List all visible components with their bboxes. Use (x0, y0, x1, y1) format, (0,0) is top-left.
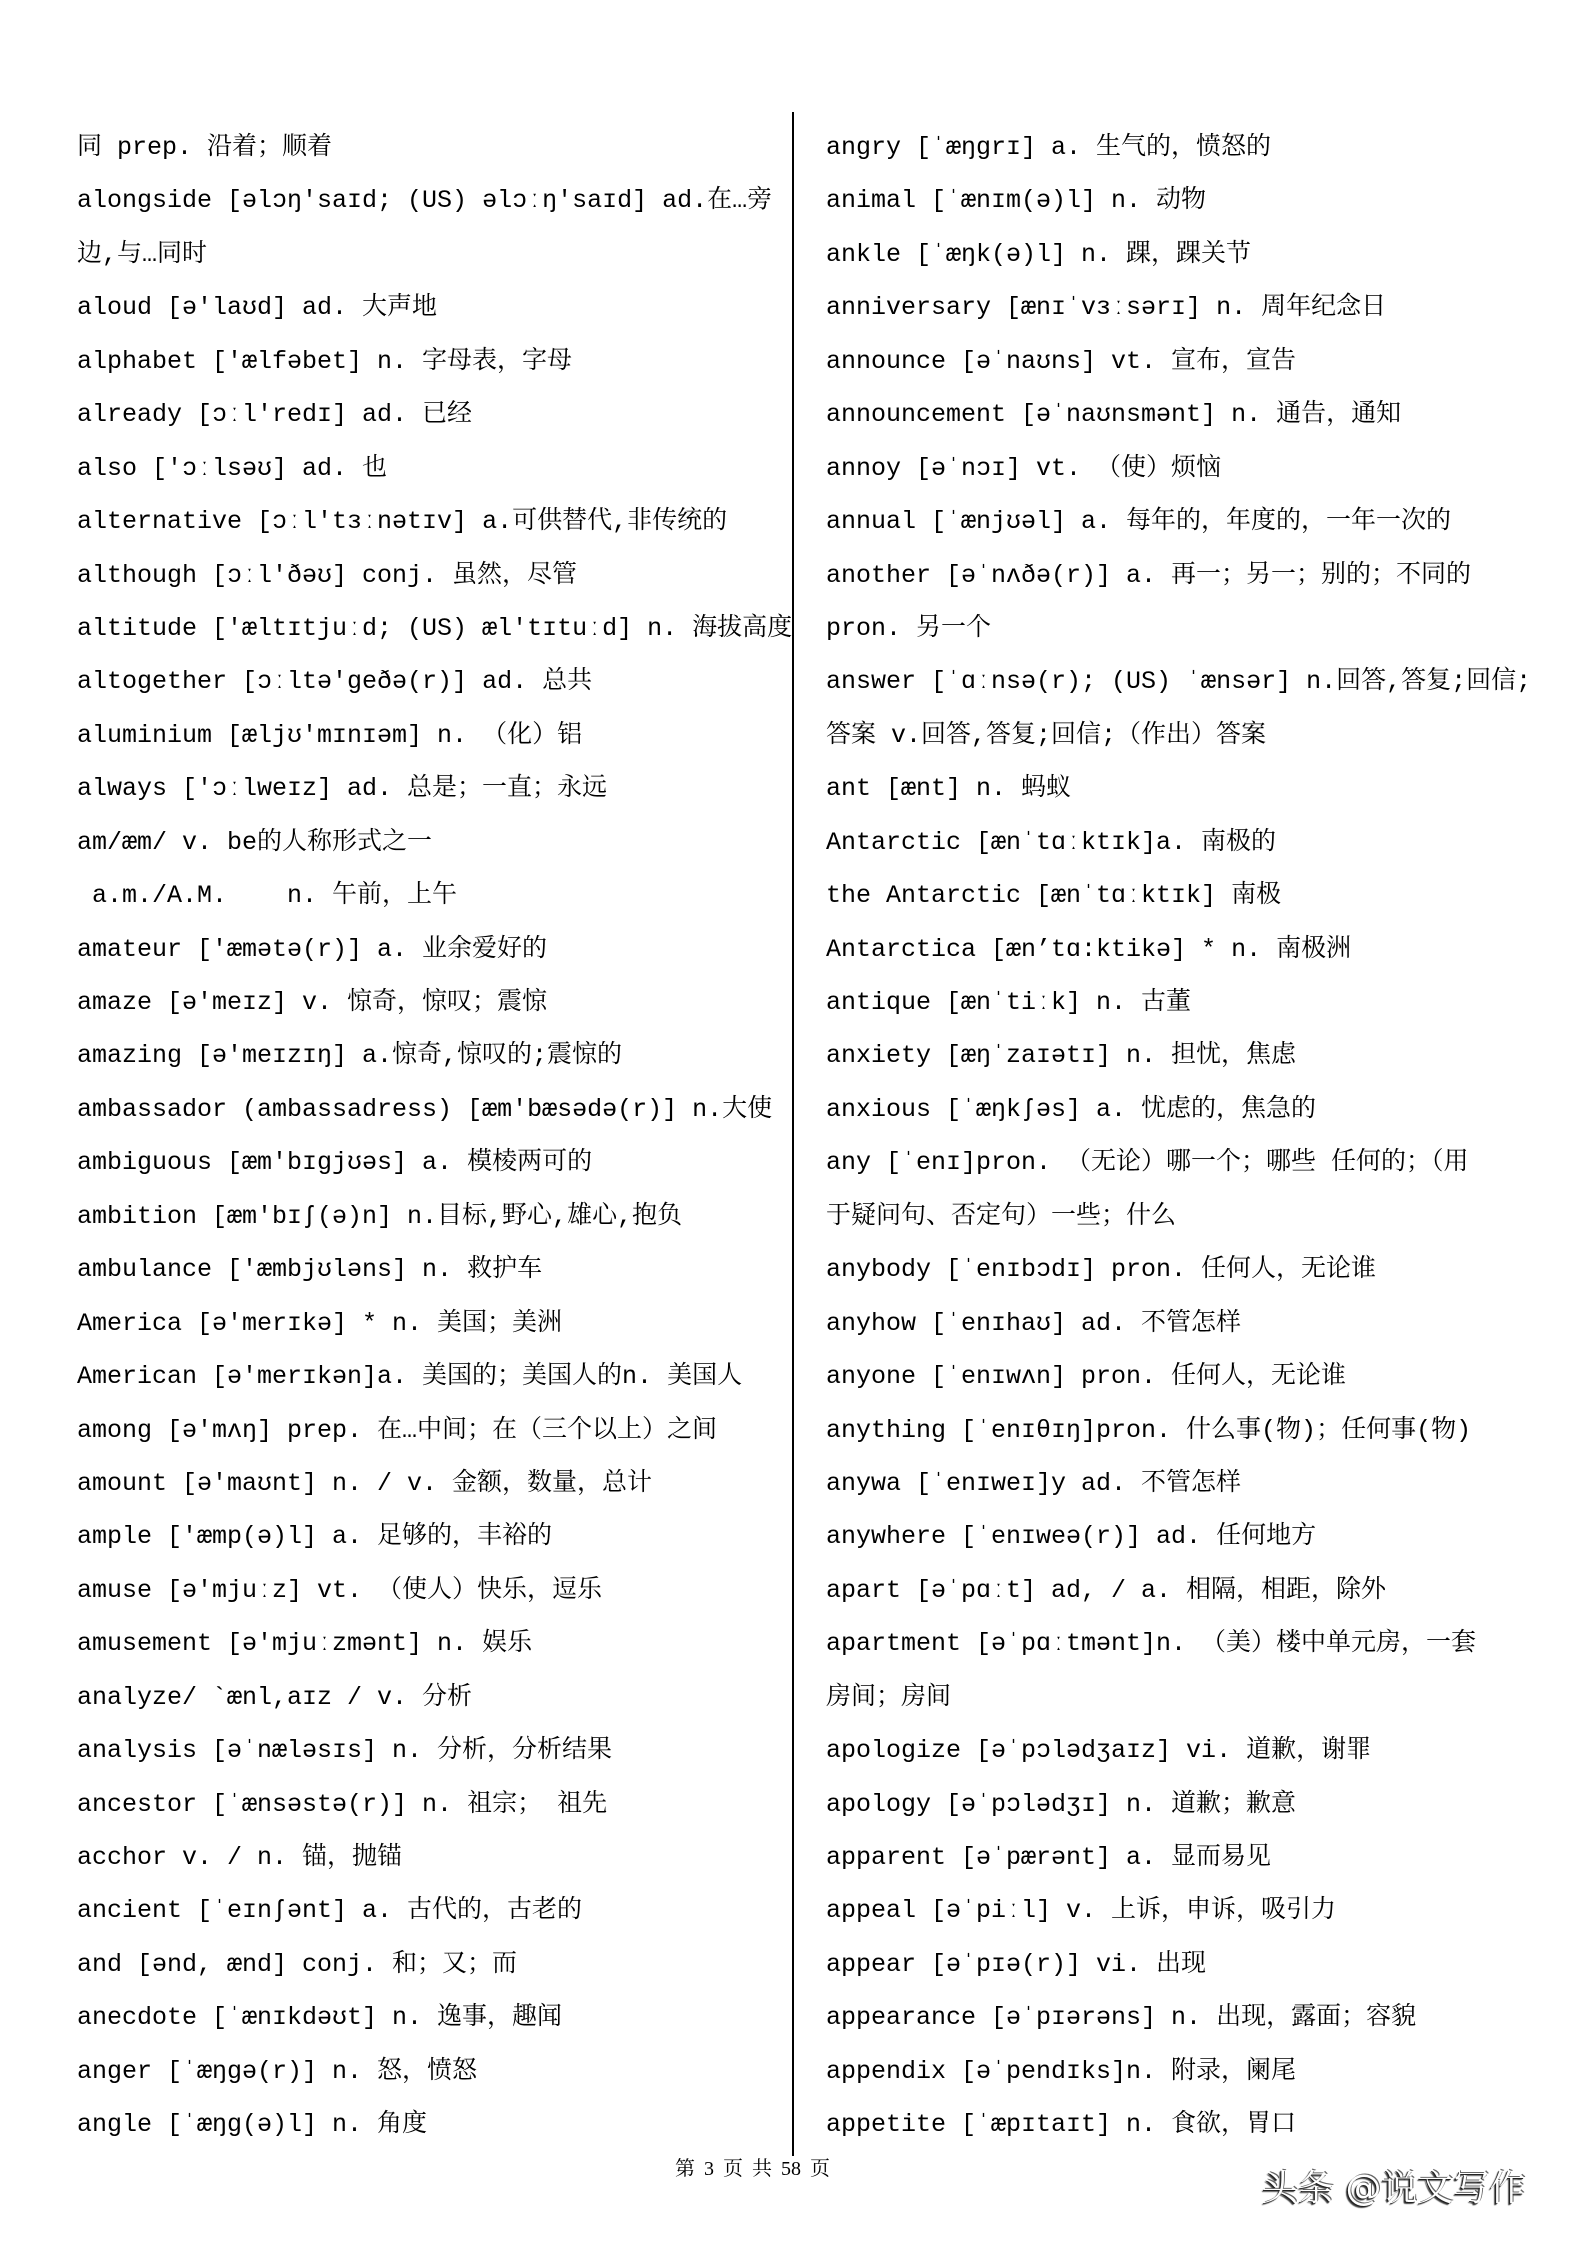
entry-line: ample ['æmp(ə)l] a. 足够的，丰裕的 (77, 1522, 553, 1552)
entry-line: antique [ænˈtiːk] n. 古董 (826, 988, 1192, 1017)
entry-line: appearance [əˈpɪərəns] n. 出现，露面；容貌 (826, 2003, 1417, 2033)
entry-line: animal [ˈænɪm(ə)l] n. 动物 (826, 186, 1207, 216)
entry-line: 于疑问句、否定句）一些；什么 (826, 1201, 1177, 1231)
entry-line: apartment [əˈpɑːtmənt]n. （美）楼中单元房，一套 (826, 1629, 1477, 1659)
entry-line: anniversary [ænɪˈvɜːsərɪ] n. 周年纪念日 (826, 293, 1387, 323)
entry-line: ancient [ˈeɪnʃənt] a. 古代的，古老的 (77, 1896, 583, 1926)
entry-line: apology [əˈpɔlədʒɪ] n. 道歉；歉意 (826, 1789, 1297, 1819)
entry-line: amusement [ə'mjuːzmənt] n. 娱乐 (77, 1629, 533, 1659)
entry-line: Antarctica [æn’tɑ:ktikə] * n. 南极洲 (826, 934, 1352, 964)
entry-line: appeal [əˈpiːl] v. 上诉，申诉，吸引力 (826, 1896, 1337, 1926)
entry-line: pron. 另一个 (826, 613, 992, 643)
entry-line: already [ɔːl'redɪ] ad. 已经 (77, 400, 473, 430)
entry-line: a.m./A.M. n. 午前，上午 (77, 881, 458, 911)
entry-line: 房间；房间 (826, 1682, 952, 1712)
entry-line: ambassador (ambassadress) [æm'bæsədə(r)] n.大使 (77, 1094, 773, 1124)
entry-line: acchor v. / n. 锚，抛锚 (77, 1843, 403, 1872)
entry-line: altitude ['æltɪtjuːd; (US) æl'tɪtuːd] n. 海拔高度 (77, 613, 793, 643)
entry-line: anywa [ˈenɪweɪ]y ad. 不管怎样 (826, 1468, 1242, 1498)
entry-line: any [ˈenɪ]pron. （无论）哪一个；哪些 任何的；（用 (826, 1148, 1469, 1178)
entry-line: although [ɔːl'ðəʊ] conj. 虽然，尽管 (77, 560, 578, 590)
entry-line: appendix [əˈpendɪks]n. 附录，阑尾 (826, 2056, 1297, 2086)
entry-line: anecdote [ˈænɪkdəʊt] n. 逸事，趣闻 (77, 2003, 563, 2033)
entry-line: anger [ˈæŋgə(r)] n. 怒，愤怒 (77, 2056, 478, 2086)
entry-line: announcement [əˈnaʊnsmənt] n. 通告，通知 (826, 400, 1402, 430)
entry-line: ambulance ['æmbjʊləns] n. 救护车 (77, 1255, 543, 1285)
entry-line: amount [ə'maʊnt] n. / v. 金额，数量，总计 (77, 1468, 653, 1498)
column-divider (792, 112, 794, 2156)
entry-line: appetite [ˈæpɪtaɪt] n. 食欲，胃口 (826, 2110, 1297, 2140)
entry-line: am/æm/ v. be的人称形式之一 (77, 827, 433, 857)
entry-line: anyhow [ˈenɪhaʊ] ad. 不管怎样 (826, 1308, 1242, 1338)
entry-line: anywhere [ˈenɪweə(r)] ad. 任何地方 (826, 1522, 1317, 1552)
page-number-footer: 第 3 页 共 58 页 (675, 2158, 830, 2180)
left-column (77, 121, 793, 2152)
entry-line: alphabet ['ælfəbet] n. 字母表，字母 (77, 346, 573, 376)
entry-line: annual [ˈænjʊəl] a. 每年的，年度的，一年一次的 (826, 507, 1452, 537)
entry-line: alongside [əlɔŋ'saɪd; (US) əlɔːŋ'saɪd] ad.在…旁 (77, 186, 773, 216)
entry-line: also ['ɔːlsəʊ] ad. 也 (77, 453, 388, 483)
entry-line: amazing [ə'meɪzɪŋ] a.惊奇,惊叹的;震惊的 (77, 1041, 623, 1071)
watermark: 头条 @说文写作 (1262, 2168, 1526, 2209)
entry-line: anxiety [æŋˈzaɪətɪ] n. 担忧，焦虑 (826, 1041, 1297, 1071)
entry-line: 同 prep. 沿着；顺着 (77, 133, 333, 162)
entry-line: the Antarctic [ænˈtɑːktɪk] 南极 (826, 881, 1282, 911)
entry-line: answer [ˈɑːnsə(r); (US) ˈænsər] n.回答,答复;回信; (826, 667, 1532, 697)
entry-line: apologize [əˈpɔlədʒaɪz] vi. 道歉，谢罪 (826, 1736, 1372, 1766)
entry-line: aloud [ə'laʊd] ad. 大声地 (77, 293, 438, 323)
entry-line: analyze/ `ænl,aɪz / v. 分析 (77, 1682, 473, 1712)
entry-line: ankle [ˈæŋk(ə)l] n. 踝，踝关节 (826, 239, 1252, 269)
entry-line: announce [əˈnaʊns] vt. 宣布，宣告 (826, 346, 1297, 376)
entry-line: ant [ænt] n. 蚂蚁 (826, 774, 1072, 804)
entry-line: and [ənd, ænd] conj. 和；又；而 (77, 1949, 518, 1979)
entry-line: analysis [əˈnæləsɪs] n. 分析，分析结果 (77, 1736, 613, 1766)
entry-line: always ['ɔːlweɪz] ad. 总是；一直；永远 (77, 774, 608, 804)
entry-line: another [əˈnʌðə(r)] a. 再一；另一；别的；不同的 (826, 560, 1472, 590)
entry-line: anything [ˈenɪθɪŋ]pron. 什么事(物)；任何事(物) (826, 1415, 1472, 1445)
entry-line: amuse [ə'mjuːz] vt. （使人）快乐，逗乐 (77, 1575, 603, 1605)
entry-line: apparent [əˈpærənt] a. 显而易见 (826, 1843, 1272, 1872)
entry-line: American [ə'merɪkən]a. 美国的；美国人的n. 美国人 (77, 1362, 743, 1392)
entry-line: America [ə'merɪkə] * n. 美国；美洲 (77, 1308, 563, 1338)
entry-line: amaze [ə'meɪz] v. 惊奇，惊叹；震惊 (77, 988, 548, 1017)
entry-line: among [ə'mʌŋ] prep. 在…中间；在（三个以上）之间 (77, 1415, 718, 1445)
entry-line: alternative [ɔːl'tɜːnətɪv] a.可供替代,非传统的 (77, 507, 728, 537)
entry-line: anyone [ˈenɪwʌn] pron. 任何人，无论谁 (826, 1362, 1347, 1392)
entry-line: ambition [æm'bɪʃ(ə)n] n.目标,野心,雄心,抱负 (77, 1201, 683, 1231)
entry-line: Antarctic [ænˈtɑːktɪk]a. 南极的 (826, 827, 1277, 857)
entry-line: anxious [ˈæŋkʃəs] a. 忧虑的，焦急的 (826, 1094, 1317, 1124)
entry-line: annoy [əˈnɔɪ] vt. （使）烦恼 (826, 453, 1222, 483)
entry-line: ambiguous [æm'bɪgjʊəs] a. 模棱两可的 (77, 1148, 593, 1178)
entry-line: 答案 v.回答,答复;回信;（作出）答案 (826, 720, 1267, 750)
entry-line: angry [ˈæŋgrɪ] a. 生气的，愤怒的 (826, 133, 1272, 162)
entry-line: 边,与…同时 (77, 239, 208, 269)
entry-line: ancestor [ˈænsəstə(r)] n. 祖宗； 祖先 (77, 1789, 608, 1819)
entry-line: apart [əˈpɑːt] ad, / a. 相隔，相距，除外 (826, 1575, 1387, 1605)
entry-line: anybody [ˈenɪbɔdɪ] pron. 任何人，无论谁 (826, 1255, 1377, 1285)
right-column (826, 121, 1566, 2152)
entry-line: amateur ['æmətə(r)] a. 业余爱好的 (77, 934, 548, 964)
entry-line: aluminium [æljʊ'mɪnɪəm] n. （化）铝 (77, 720, 583, 750)
entry-line: altogether [ɔːltə'geðə(r)] ad. 总共 (77, 667, 593, 697)
entry-line: appear [əˈpɪə(r)] vi. 出现 (826, 1949, 1207, 1979)
entry-line: angle [ˈæŋg(ə)l] n. 角度 (77, 2110, 428, 2140)
